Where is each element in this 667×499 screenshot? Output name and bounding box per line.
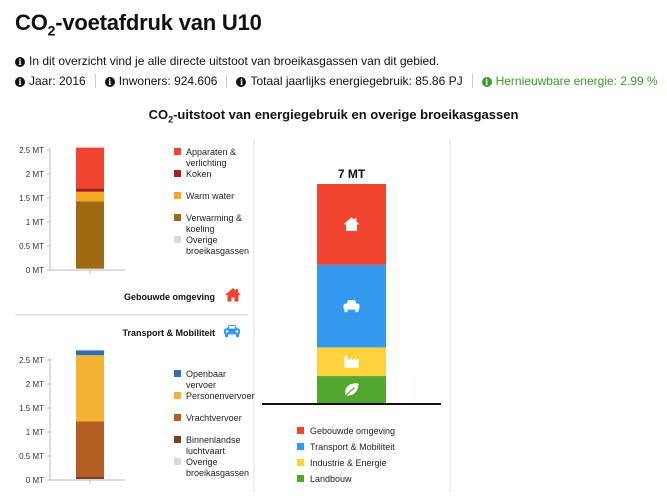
legend-swatch	[174, 170, 181, 177]
legend-label: Openbaar vervoer	[186, 369, 227, 390]
legend-label: Industrie & Energie	[310, 458, 387, 468]
legend-swatch	[174, 236, 181, 243]
section-car-icon	[224, 325, 240, 337]
info-icon[interactable]: i	[236, 77, 246, 87]
section-label-transport: Transport & Mobiliteit	[122, 328, 215, 338]
bar-segment-warm-water	[76, 192, 104, 202]
bar-segment-verwarming-koeling	[76, 201, 104, 268]
legend-label: Koken	[186, 169, 212, 179]
y-tick-label: 1.5 MT	[19, 404, 44, 413]
legend-swatch	[297, 443, 304, 450]
y-tick-label: 2.5 MT	[19, 356, 44, 365]
section-label-gebouwde: Gebouwde omgeving	[123, 292, 215, 302]
legend-swatch	[174, 370, 181, 377]
legend-label: Verwarming & koeling	[186, 213, 243, 234]
bar-segment-binnenlandse-luchtvaart	[76, 477, 104, 479]
y-tick-label: 2.5 MT	[19, 146, 44, 155]
y-tick-label: 0.5 MT	[19, 452, 44, 461]
y-tick-label: 1.5 MT	[19, 194, 44, 203]
legend-label: Transport & Mobiliteit	[310, 442, 395, 452]
y-tick-label: 1 MT	[25, 218, 44, 227]
y-tick-label: 0.5 MT	[19, 242, 44, 251]
bar-segment-openbaar-vervoer	[76, 350, 104, 355]
legend-swatch	[297, 459, 304, 466]
legend-swatch	[174, 148, 181, 155]
y-tick-label: 2 MT	[25, 170, 44, 179]
legend-swatch	[174, 392, 181, 399]
bar-segment-koken	[76, 188, 104, 191]
info-icon[interactable]: i	[482, 77, 492, 87]
legend-label: Vrachtvervoer	[186, 413, 242, 423]
total-label: 7 MT	[337, 167, 366, 181]
legend-swatch	[174, 436, 181, 443]
legend-label: Gebouwde omgeving	[310, 426, 396, 436]
y-tick-label: 2 MT	[25, 380, 44, 389]
legend-label: Warm water	[186, 191, 235, 201]
legend-swatch	[297, 427, 304, 434]
bar-segment-overige-broeikasgassen	[76, 269, 104, 270]
legend-label: Landbouw	[310, 474, 352, 484]
stat-inwoners: i Inwoners: 924.606	[105, 74, 228, 88]
bar-segment-vrachtvervoer	[76, 421, 104, 476]
bar-segment-personenvervoer	[76, 355, 104, 421]
chart-heading: $CO_2$-uitstoot van energiegebruik en overige broeikasgassen	[148, 107, 519, 125]
section-house-icon	[225, 288, 241, 302]
legend-label: Binnenlandse luchtvaart	[186, 435, 241, 456]
y-tick-label: 1 MT	[25, 428, 44, 437]
info-icon[interactable]: i	[15, 77, 25, 87]
legend-label: Apparaten & verlichting	[186, 147, 237, 168]
legend-swatch	[174, 192, 181, 199]
bar-segment-apparaten-verlichting	[76, 148, 104, 189]
stat-jaar: i Jaar: 2016	[15, 74, 96, 88]
stat-energiegebruik: i Totaal jaarlijks energiegebruik: 85.86 PJ	[236, 74, 472, 88]
legend-label: Overige broeikasgassen	[186, 457, 250, 478]
info-icon[interactable]: i	[105, 77, 115, 87]
legend-label: Personenvervoer	[186, 391, 255, 401]
intro-text: i In dit overzicht vind je alle directe uitstoot van broeikasgassen van dit gebied.	[15, 54, 439, 68]
legend-swatch	[297, 475, 304, 482]
legend-swatch	[174, 214, 181, 221]
y-tick-label: 0 MT	[25, 476, 44, 485]
legend-label: Overige broeikasgassen	[186, 235, 250, 256]
legend-swatch	[174, 414, 181, 421]
stat-hernieuwbare-energie: i Hernieuwbare energie: 2.99 %	[482, 74, 667, 88]
page-title: $CO_2$-voetafdruk van U10	[15, 10, 262, 39]
y-tick-label: 0 MT	[25, 266, 44, 275]
info-icon: i	[15, 57, 25, 67]
legend-swatch	[174, 458, 181, 465]
bar-segment-overige-broeikasgassen	[76, 479, 104, 480]
